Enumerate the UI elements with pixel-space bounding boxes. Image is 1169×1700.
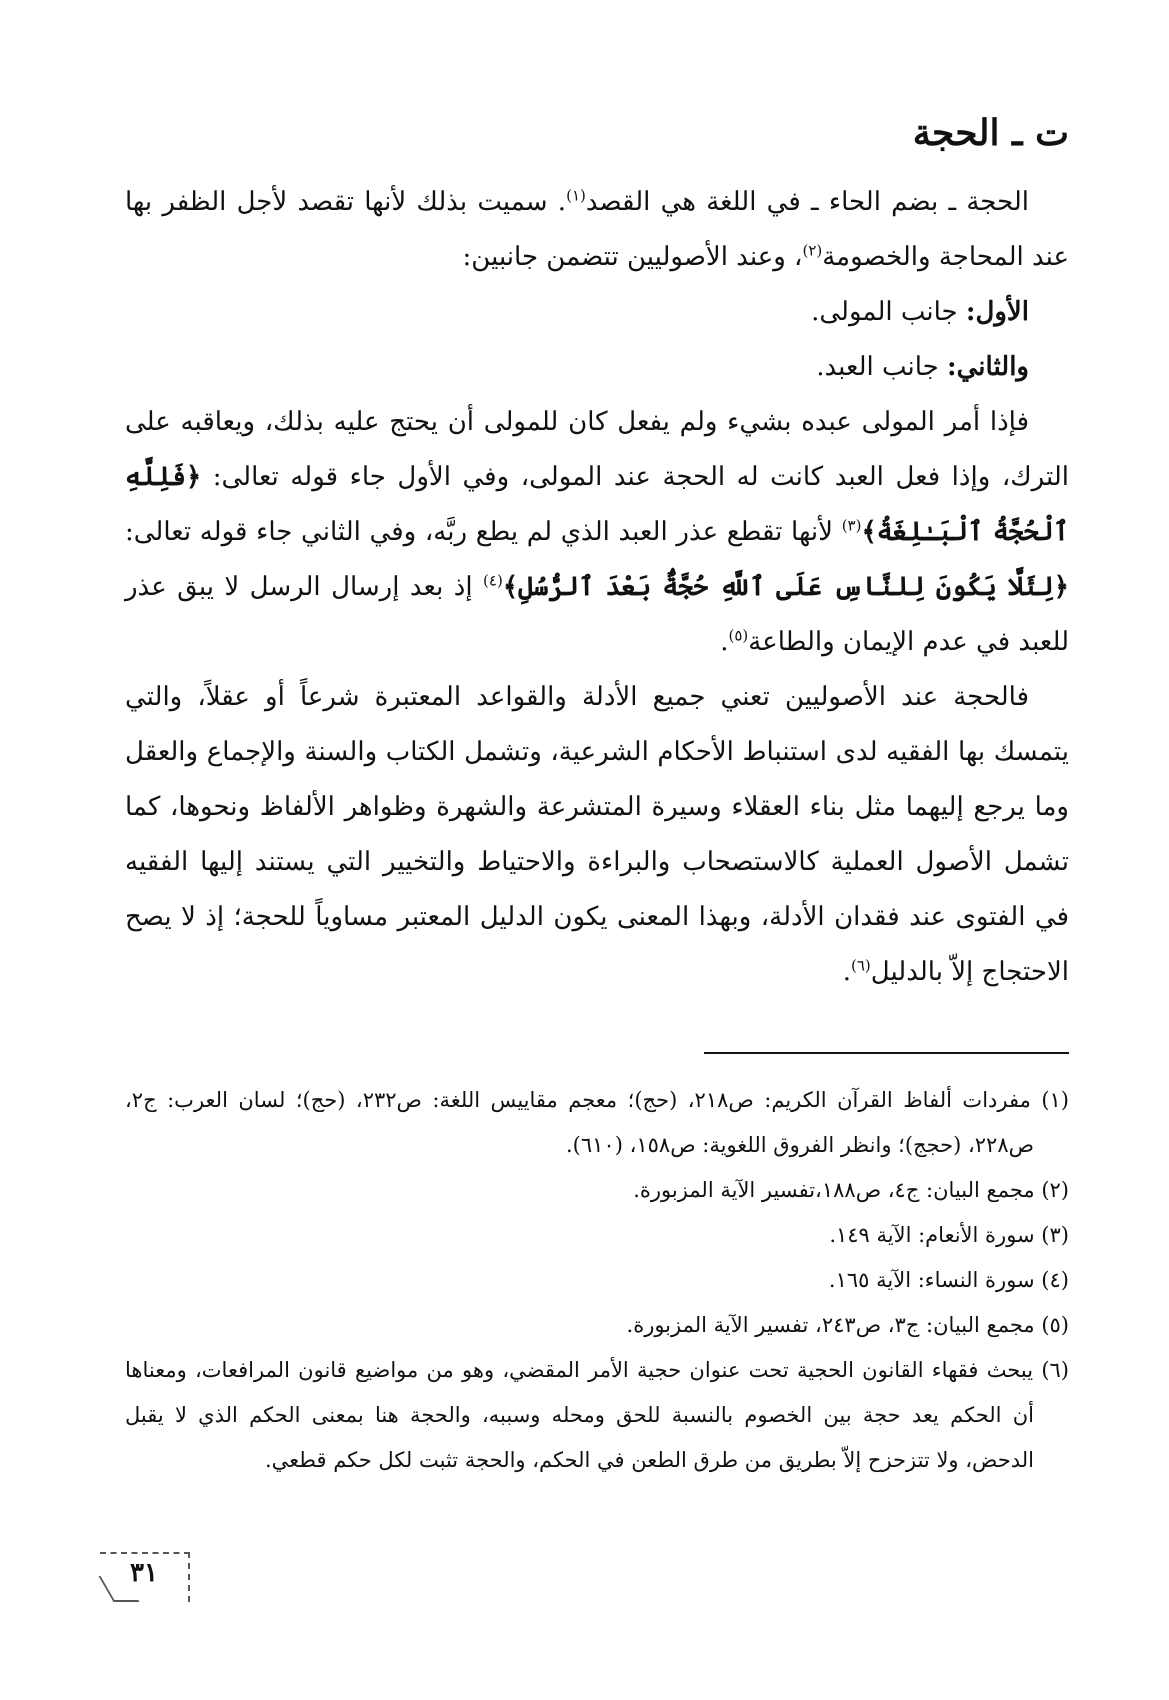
explanation-text: فإذا أمر المولى عبده بشيء ولم يفعل كان للمولى أن يحتج عليه بذلك، ويعاقبه على الترك، وإذا فعل العبد كانت له الحجة عند المولى، وفي الأول جاء قوله تعالى:: [125, 406, 1069, 492]
footnote-ref-1[interactable]: (١): [566, 186, 586, 205]
usuli-text: فالحجة عند الأصوليين تعني جميع الأدلة والقواعد المعتبرة شرعاً أو عقلاً، والتي يتمسك بها الفقيه لدى استنباط الأحكام الشرعية، وتشمل الكتاب والسنة والإجماع والعقل وما يرجع إليهما مثل بناء العقلاء وسيرة المتشرعة والشهرة وظواهر الألفاظ ونحوها، كما تشمل الأصول العملية كالاستصحاب والبراءة والاحتياط والتخيير التي يستند إليها الفقيه في الفتوى عند فقدان الأدلة، وبهذا المعنى يكون الدليل المعتبر مساوياً للحجة؛ إذ لا يصح الاحتجاج إلاّ بالدليل: [125, 681, 1069, 987]
footnotes: [125, 1078, 1069, 1483]
footnote-ref-4[interactable]: (٤): [483, 571, 503, 590]
body-text: [125, 175, 1069, 1000]
first-text: جانب المولى.: [811, 296, 966, 327]
second-label: والثاني:: [947, 351, 1029, 382]
page-number: ٣١: [130, 1558, 158, 1588]
list-item-first: [125, 285, 1069, 340]
quran-verse-2: ﴿لِئَلَّا يَكُونَ لِلنَّاسِ عَلَى ٱللَّهِ حُجَّةٌۢ بَعْدَ ٱلرُّسُلِ﴾: [502, 571, 1069, 602]
definition-text: الحجة ـ بضم الحاء ـ في اللغة هي القصد: [585, 186, 1029, 217]
paragraph-explanation: [125, 395, 1069, 670]
definition-text-2: . سميت بذلك لأنها تقصد لأجل الظفر بها عند المحاجة والخصومة: [125, 186, 1069, 272]
footnote-6: (٦) يبحث فقهاء القانون الحجية تحت عنوان حجية الأمر المقضي، وهو من مواضيع قانون المرافعات، ومعناها أن الحكم يعد حجة بين الخصوم بالنسبة للحق ومحله وسببه، والحجة هنا بمعنى الحكم الذي لا يقبل الدحض، ولا تتزحزح إلاّ بطريق من طرق الطعن في الحكم، والحجة تثبت لكل حكم قطعي.: [125, 1357, 1069, 1472]
footnote-divider: [704, 1052, 1069, 1054]
footnote-5: (٥) مجمع البيان: ج٣، ص٢٤٣، تفسير الآية المزبورة.: [626, 1312, 1069, 1337]
footnote-2: (٢) مجمع البيان: ج٤، ص١٨٨،تفسير الآية المزبورة.: [633, 1177, 1069, 1202]
paragraph-usuli: [125, 670, 1069, 1000]
footnote-ref-6[interactable]: (٦): [850, 956, 871, 975]
footnote-ref-3[interactable]: (٣): [841, 516, 862, 535]
list-item-second: [125, 340, 1069, 395]
footnote-ref-5[interactable]: (٥): [728, 626, 749, 645]
page-number-box: [100, 1552, 190, 1602]
footnote-4: (٤) سورة النساء: الآية ١٦٥.: [828, 1267, 1069, 1292]
footnote-1: (١) مفردات ألفاظ القرآن الكريم: ص٢١٨، (حج)؛ معجم مقاييس اللغة: ص٢٣٢، (حج)؛ لسان العرب: ج٢، ص٢٢٨، (حجج)؛ وانظر الفروق اللغوية: ص١٥٨، (٦١٠).: [125, 1087, 1069, 1157]
quran-verse-1: ﴿فَلِلَّهِ ٱلْحُجَّةُ ٱلْبَـٰلِغَةُ﴾: [125, 461, 1069, 547]
paragraph-definition: [125, 175, 1069, 285]
footnote-ref-2[interactable]: (٢): [802, 241, 823, 260]
usuli-end: .: [842, 956, 851, 987]
section-heading: ت ـ الحجة: [912, 112, 1069, 154]
footnote-3: (٣) سورة الأنعام: الآية ١٤٩.: [829, 1222, 1069, 1247]
definition-text-3: ، وعند الأصوليين تتضمن جانبين:: [462, 241, 803, 272]
explanation-end: .: [720, 626, 729, 657]
explanation-text-2: لأنها تقطع عذر العبد الذي لم يطع ربَّه، وفي الثاني جاء قوله تعالى:: [125, 516, 842, 547]
second-text: جانب العبد.: [816, 351, 948, 382]
explanation-text-3: إذ بعد إرسال الرسل لا يبق عذر للعبد في عدم الإيمان والطاعة: [125, 571, 1069, 657]
first-label: الأول:: [965, 296, 1029, 327]
